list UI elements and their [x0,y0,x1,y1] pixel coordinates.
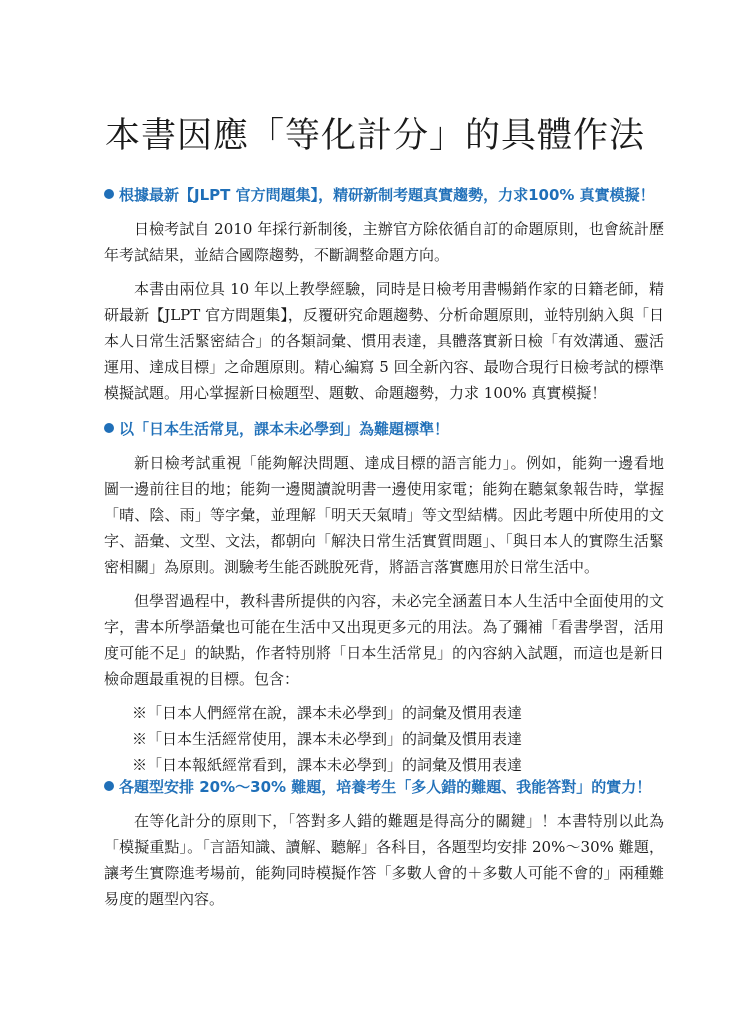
page-title: 本書因應「等化計分」的具體作法 [104,116,645,156]
paragraph: 但學習過程中，教科書所提供的內容，未必完全涵蓋日本人生活中全面使用的文字，書本所學語彙也可能在生活中又出現更多元的用法。為了彌補「看書學習，活用度可能不足」的缺點，作者特別將「日本生活常見」的內容納入試題，而這也是新日檢命題最重視的目標。包含： [104,592,664,688]
paragraph: 新日檢考試重視「能夠解決問題、達成目標的語言能力」。例如，能夠一邊看地圖一邊前往目的地；能夠一邊閱讀說明書一邊使用家電；能夠在聽氣象報告時，掌握「晴、陰、雨」等字彙，並理解「明天天氣晴」等文型結構。因此考題中所使用的文字、語彙、文型、文法，都朝向「解決日常生活實質問題」、「與日本人的實際生活緊密相關」為原則。測驗考生能否跳脫死背，將語言落實應用於日常生活中。 [104,454,664,576]
section-daily-life-difficulty [104,418,664,778]
section-heading-text: 各題型安排 20%～30% 難題，培養考生「多人錯的難題、我能答對」的實力！ [119,778,652,796]
section-heading [104,776,664,798]
bullet-dot-icon [104,781,114,791]
section-heading [104,418,664,440]
paragraph: 日檢考試自 2010 年採行新制後，主辦官方除依循自訂的命題原則，也會統計歷年考試結果，並結合國際趨勢，不斷調整命題方向。 [104,220,664,264]
section-difficult-questions [104,776,664,920]
list-item: ※「日本生活經常使用，課本未必學到」的詞彙及慣用表達 [132,730,523,748]
section-heading-text: 根據最新【JLPT 官方問題集】，精研新制考題真實趨勢，力求100% 真實模擬！ [119,186,655,204]
list-item: ※「日本人們經常在說，課本未必學到」的詞彙及慣用表達 [132,704,523,722]
list-item: ※「日本報紙經常看到，課本未必學到」的詞彙及慣用表達 [132,756,523,774]
section-heading-text: 以「日本生活常見，課本未必學到」為難題標準！ [119,420,450,438]
bullet-dot-icon [104,189,114,199]
paragraph: 在等化計分的原則下，「答對多人錯的難題是得高分的關鍵」！本書特別以此為「模擬重點」。「言語知識、讀解、聽解」各科目，各題型均安排 20%～30% 難題，讓考生實際進考場前，能夠同時模擬作答「多數人會的＋多數人可能不會的」兩種難易度的題型內容。 [104,812,664,908]
section-official-questions [104,184,664,414]
section-heading [104,184,664,206]
paragraph: 本書由兩位具 10 年以上教學經驗，同時是日檢考用書暢銷作家的日籍老師，精研最新【JLPT 官方問題集】，反覆研究命題趨勢、分析命題原則，並特別納入與「日本人日常生活緊密結合」的各類詞彙、慣用表達，具體落實新日檢「有效溝通、靈活運用、達成目標」之命題原則。精心編寫 5 回全新內容、最吻合現行日檢考試的標準模擬試題。用心掌握新日檢題型、題數、命題趨勢，力求 100% 真實模擬！ [104,280,664,402]
bullet-dot-icon [104,423,114,433]
content-list [104,700,664,778]
